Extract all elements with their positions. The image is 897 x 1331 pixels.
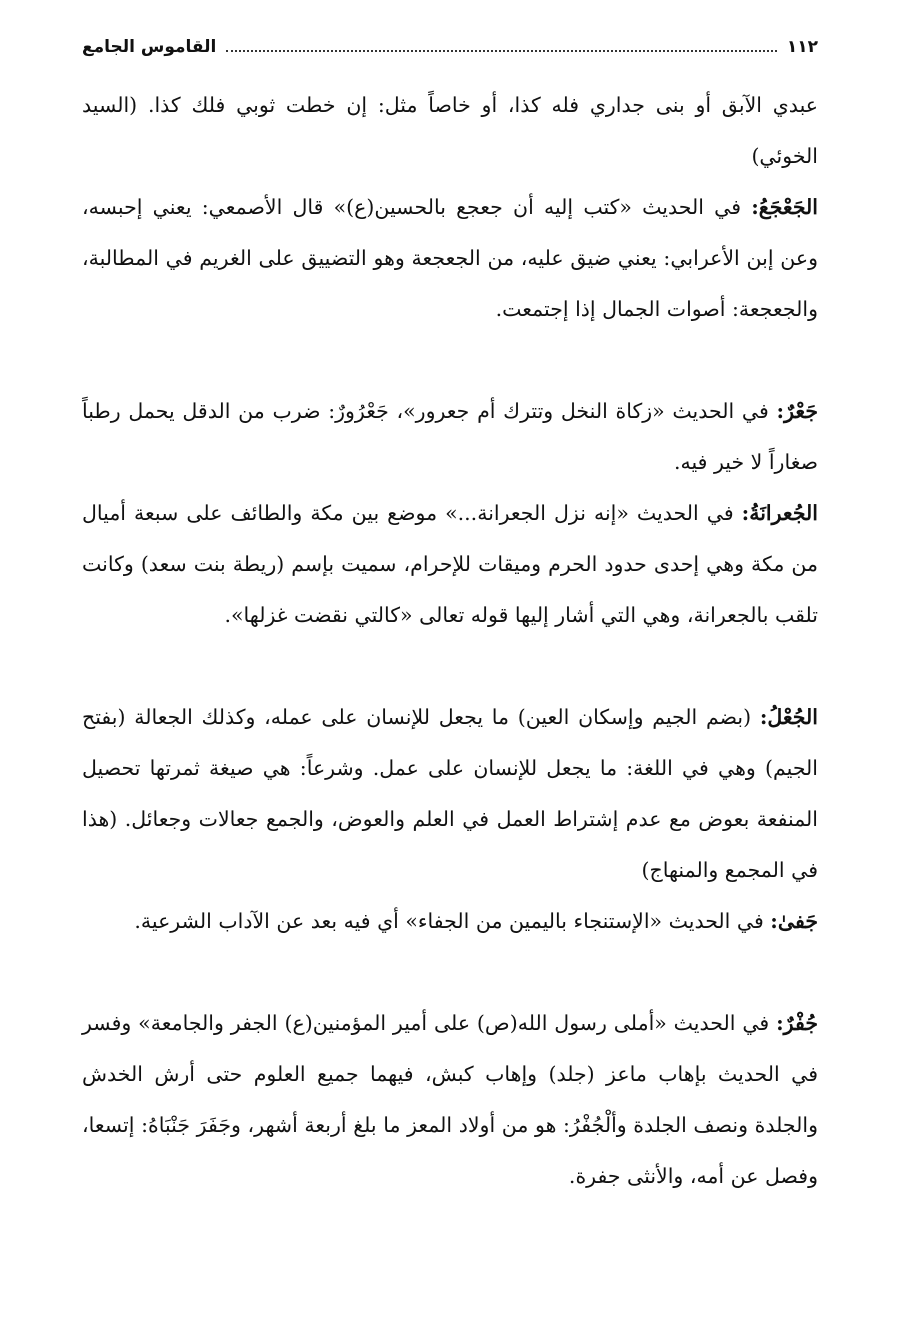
entry-text: في الحديث «الإستنجاء باليمين من الجفاء» أي فيه بعد عن الآداب الشرعية. <box>134 909 771 933</box>
entry-jirana <box>82 488 818 692</box>
entry-text: (بضم الجيم وإسكان العين) ما يجعل للإنسان على عمله، وكذلك الجعالة (بفتح الجيم) وهي في اللغة: ما يجعل للإنسان على عمل. وشرعاً: هي صيغة ثمرتها تحصيل المنفعة بعوض مع عدم إشتراط العمل في العلم والعوض، والجمع جعالات وجعائل. (هذا في المجمع والمنهاج) <box>82 705 818 882</box>
entry-text: في الحديث «أملى رسول الله(ص) على أمير المؤمنين(ع) الجفر والجامعة» وفسر في الحديث بإهاب ماعز (جلد) وإهاب كبش، فيهما جميع العلوم حتى أرش الخدش والجلدة ونصف الجلدة وألْجُفْرُ: هو من أولاد المعز ما بلغ أربعة أشهر، وجَفَرَ جَنْبَاهُ: إتسعا، وفصل عن أمه، والأنثى جفرة. <box>82 1011 818 1188</box>
book-title: القاموس الجامع <box>82 37 217 57</box>
entry-headword: جَعْرٌ: <box>776 399 818 423</box>
entry-text: في الحديث «إنه نزل الجعرانة...» موضع بين مكة والطائف على سبعة أميال من مكة وهي إحدى حدود الحرم وميقات للإحرام، سميت بإسم (ريطة بنت سعد) وكانت تلقب بالجعرانة، وهي التي أشار إليها قوله تعالى «كالتي نقضت غزلها». <box>82 501 818 627</box>
entry-text: في الحديث «زكاة النخل وتترك أم جعرور»، جَعْرُورٌ: ضرب من الدقل يحمل رطباً صغاراً لا خير فيه. <box>82 399 818 474</box>
entry-headword: الجُعْلُ: <box>759 705 818 729</box>
page-number: ١١٢ <box>786 37 818 57</box>
entry-headword: جَفىٰ: <box>770 909 818 933</box>
entry-headword: الجُعرانَةُ: <box>741 501 818 525</box>
entry-jafr <box>82 998 818 1202</box>
entry-jaja <box>82 182 818 386</box>
entry-headword: جُفْرٌ: <box>776 1011 818 1035</box>
entry-jafa <box>82 896 818 998</box>
entry-jul <box>82 692 818 896</box>
entry-headword: الجَعْجَعُ: <box>751 195 818 219</box>
running-header <box>82 30 818 64</box>
entry-jar <box>82 386 818 488</box>
header-dot-leader <box>226 50 776 52</box>
entry-text: في الحديث «كتب إليه أن جعجع بالحسين(ع)» قال الأصمعي: يعني إحبسه، وعن إبن الأعرابي: يعني ضيق عليه، من الجعجعة وهو التضييق على الغريم في المطالبة، والجعجعة: أصوات الجمال إذا إجتمعت. <box>82 195 818 321</box>
page-body <box>82 80 818 1202</box>
paragraph-text: عبدي الآبق أو بنى جداري فله كذا، أو خاصاً مثل: إن خطت ثوبي فلك كذا. (السيد الخوئي) <box>82 93 818 168</box>
paragraph-continuation <box>82 80 818 182</box>
